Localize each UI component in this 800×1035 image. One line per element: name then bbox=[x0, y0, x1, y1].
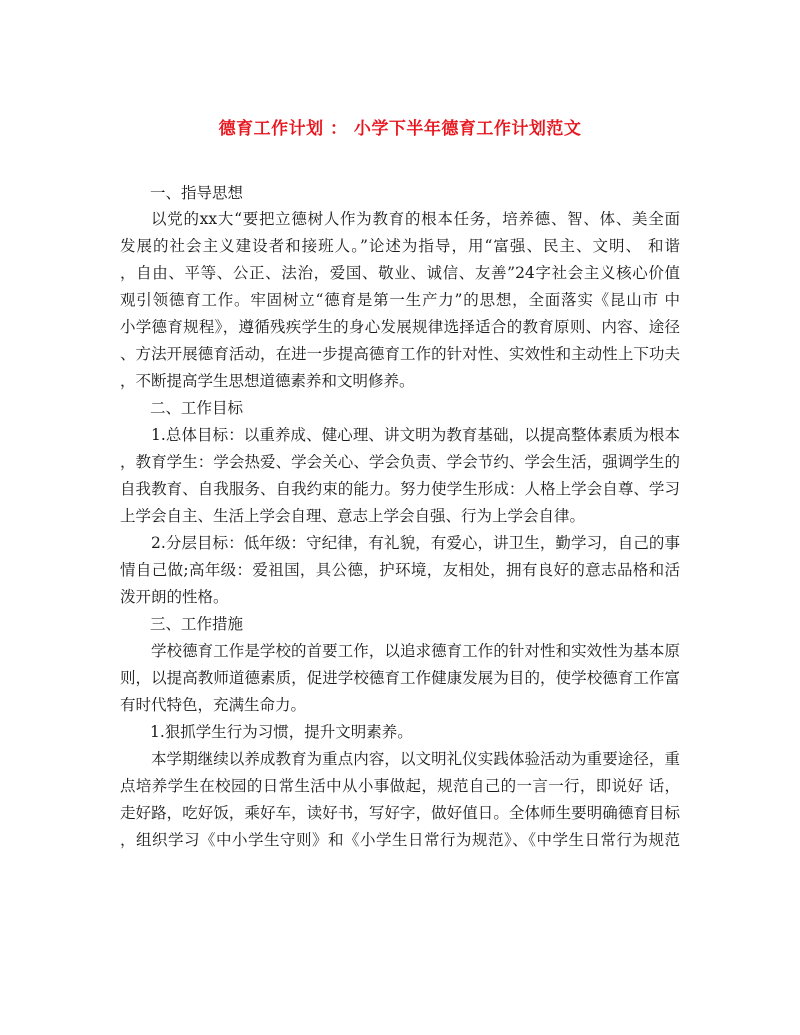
paragraph-line: 以党的xx大“要把立德树人作为教育的根本任务，培养德、智、体、美全面 bbox=[151, 210, 680, 228]
section-heading-work-goals: 二、工作目标 bbox=[150, 399, 244, 417]
paragraph-line: 学校德育工作是学校的首要工作，以追求德育工作的针对性和实效性为基本原 bbox=[151, 642, 680, 660]
paragraph-line: 小学德育规程》，遵循残疾学生的身心发展规律选择适合的教育原则、内容、途径 bbox=[120, 318, 680, 336]
paragraph-line: ，自由、平等、公正、法治，爱国、敬业、诚信、友善”24字社会主义核心价值 bbox=[120, 264, 680, 282]
paragraph-line: 情自己做;高年级：爱祖国，具公德，护环境，友相处，拥有良好的意志品格和活 bbox=[120, 561, 680, 579]
subsection-heading-item1: 1.狠抓学生行为习惯，提升文明素养。 bbox=[150, 723, 413, 741]
paragraph-line: 观引领德育工作。牢固树立“德育是第一生产力”的思想，全面落实《昆山市 中 bbox=[120, 291, 680, 309]
section-heading-work-measures: 三、工作措施 bbox=[150, 615, 244, 633]
paragraph-line: ，组织学习《中小学生守则》和《小学生日常行为规范》、《中学生日常行为规范 bbox=[120, 831, 680, 849]
paragraph-line: 自我教育、自我服务、自我约束的能力。努力使学生形成：人格上学会自尊、学习 bbox=[120, 480, 680, 498]
paragraph-line: ，不断提高学生思想道德素养和文明修养。 bbox=[120, 372, 415, 390]
paragraph-line: 发展的社会主义建设者和接班人。”论述为指导，用“富强、民主、文明、 和谐 bbox=[120, 237, 680, 255]
paragraph-line: 点培养学生在校园的日常生活中从小事做起，规范自己的一言一行，即说好 话， bbox=[120, 777, 680, 795]
paragraph-line: 2.分层目标：低年级：守纪律，有礼貌，有爱心，讲卫生，勤学习，自己的事 bbox=[151, 534, 680, 552]
paragraph-line: 走好路，吃好饭，乘好车，读好书，写好字，做好值日。全体师生要明确德育目标 bbox=[120, 804, 680, 822]
paragraph-line: 本学期继续以养成教育为重点内容，以文明礼仪实践体验活动为重要途径，重 bbox=[151, 750, 680, 768]
paragraph-line: 、方法开展德育活动，在进一步提高德育工作的针对性、实效性和主动性上下功夫 bbox=[120, 345, 680, 363]
paragraph-line: 泼开朗的性格。 bbox=[120, 588, 229, 606]
section-heading-guiding-thought: 一、指导思想 bbox=[150, 184, 244, 202]
paragraph-line: ，教育学生：学会热爱、学会关心、学会负责、学会节约、学会生活，强调学生的 bbox=[120, 453, 680, 471]
paragraph-line: 有时代特色，充满生命力。 bbox=[120, 696, 307, 714]
paragraph-line: 1.总体目标：以重养成、健心理、讲文明为教育基础，以提高整体素质为根本 bbox=[151, 426, 680, 444]
document-title: 德育工作计划 ： 小学下半年德育工作计划范文 bbox=[218, 119, 582, 139]
paragraph-line: 上学会自主、生活上学会自理、意志上学会自强、行为上学会自律。 bbox=[120, 507, 586, 525]
paragraph-line: 则，以提高教师道德素质，促进学校德育工作健康发展为目的，使学校德育工作富 bbox=[120, 669, 680, 687]
